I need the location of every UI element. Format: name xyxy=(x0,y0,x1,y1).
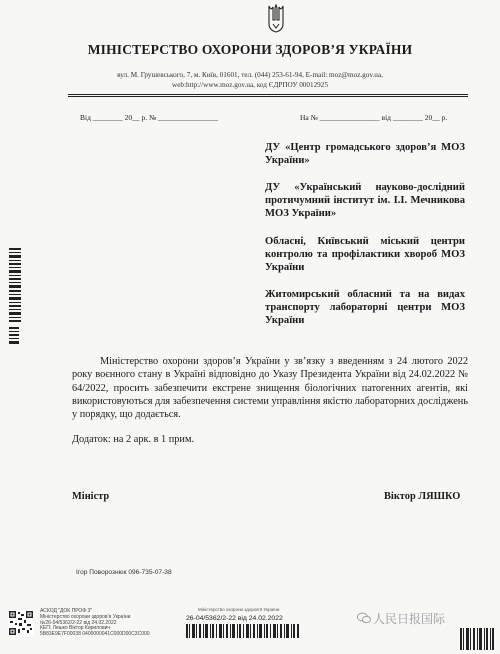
recipient-1: ДУ «Центр громадського здоров’я МОЗ України» xyxy=(265,142,465,166)
recipient-3: Обласні, Київський міський центри контролю та профілактики хвороб МОЗ України xyxy=(265,236,465,273)
corner-barcode-icon xyxy=(460,628,494,650)
electronic-signature-stamp: АСКОД "ДОК ПРОФ 3" Міністерство охорони здоров’я України №26-04/5362/2-22 від 24.02.2022 КЕП: Ляшко Віктор Кирилович 5B83E9E7F00038 0400000041C000D00C3C000 xyxy=(40,608,150,638)
signatory-title: Міністр xyxy=(72,491,110,502)
header-divider-bottom xyxy=(68,96,468,97)
executor-contact: Ігор Поворознюк 096-735-07-38 xyxy=(76,569,172,576)
incoming-reference: На № ________________ від ________ 20__ р. xyxy=(300,113,448,122)
recipient-4: Житомирський обласний та на видах транспорту лабораторні центри МОЗ України xyxy=(265,289,465,326)
watermark-text: 人民日报国际 xyxy=(373,612,446,626)
ministry-title: МІНІСТЕРСТВО ОХОРОНИ ЗДОРОВ’Я УКРАЇНИ xyxy=(87,42,413,57)
registration-number: 26-04/5362/2-22 від 24.02.2022 xyxy=(186,615,283,622)
watermark-wechat-icon xyxy=(357,612,371,624)
side-barcode-small-icon xyxy=(9,327,19,345)
attachment-note: Додаток: на 2 арк. в 1 прим. xyxy=(72,434,195,445)
address-line-2: web:http://www.moz.gov.ua, код ЄДРПОУ 00012925 xyxy=(172,81,328,89)
signatory-name: Віктор ЛЯШКО xyxy=(384,491,461,502)
registration-barcode-icon xyxy=(186,624,300,638)
outgoing-reference: Від ________ 20__ р. № ________________ xyxy=(80,113,219,122)
side-barcode-icon xyxy=(9,248,27,322)
qr-code-icon xyxy=(8,610,34,636)
recipient-2: ДУ «Український науково-дослідний протичумний інститут ім. І.І. Мечникова МОЗ України» xyxy=(265,182,465,219)
letter-body: Міністерство охорони здоров’я України у зв’язку з введенням з 24 лютого 2022 року воєнного стану в Україні відповідно до Указу Президента України від 24.02.2022 № 64/2022, просить забезпечити екстрене знищення біологічних патогенних агентів, які використовуються для забезпечення системи управління якістю лабораторних досліджень у порядку, що додається. xyxy=(72,356,468,421)
header-divider-top xyxy=(68,94,468,95)
registration-label: Міністерство охорони здоров’я України xyxy=(198,607,280,612)
address-line-1: вул. М. Грушевського, 7, м. Київ, 01601, тел. (044) 253-61-94, E-mail: moz@moz.gov.ua, xyxy=(117,71,383,79)
trident-emblem-icon xyxy=(266,4,286,34)
